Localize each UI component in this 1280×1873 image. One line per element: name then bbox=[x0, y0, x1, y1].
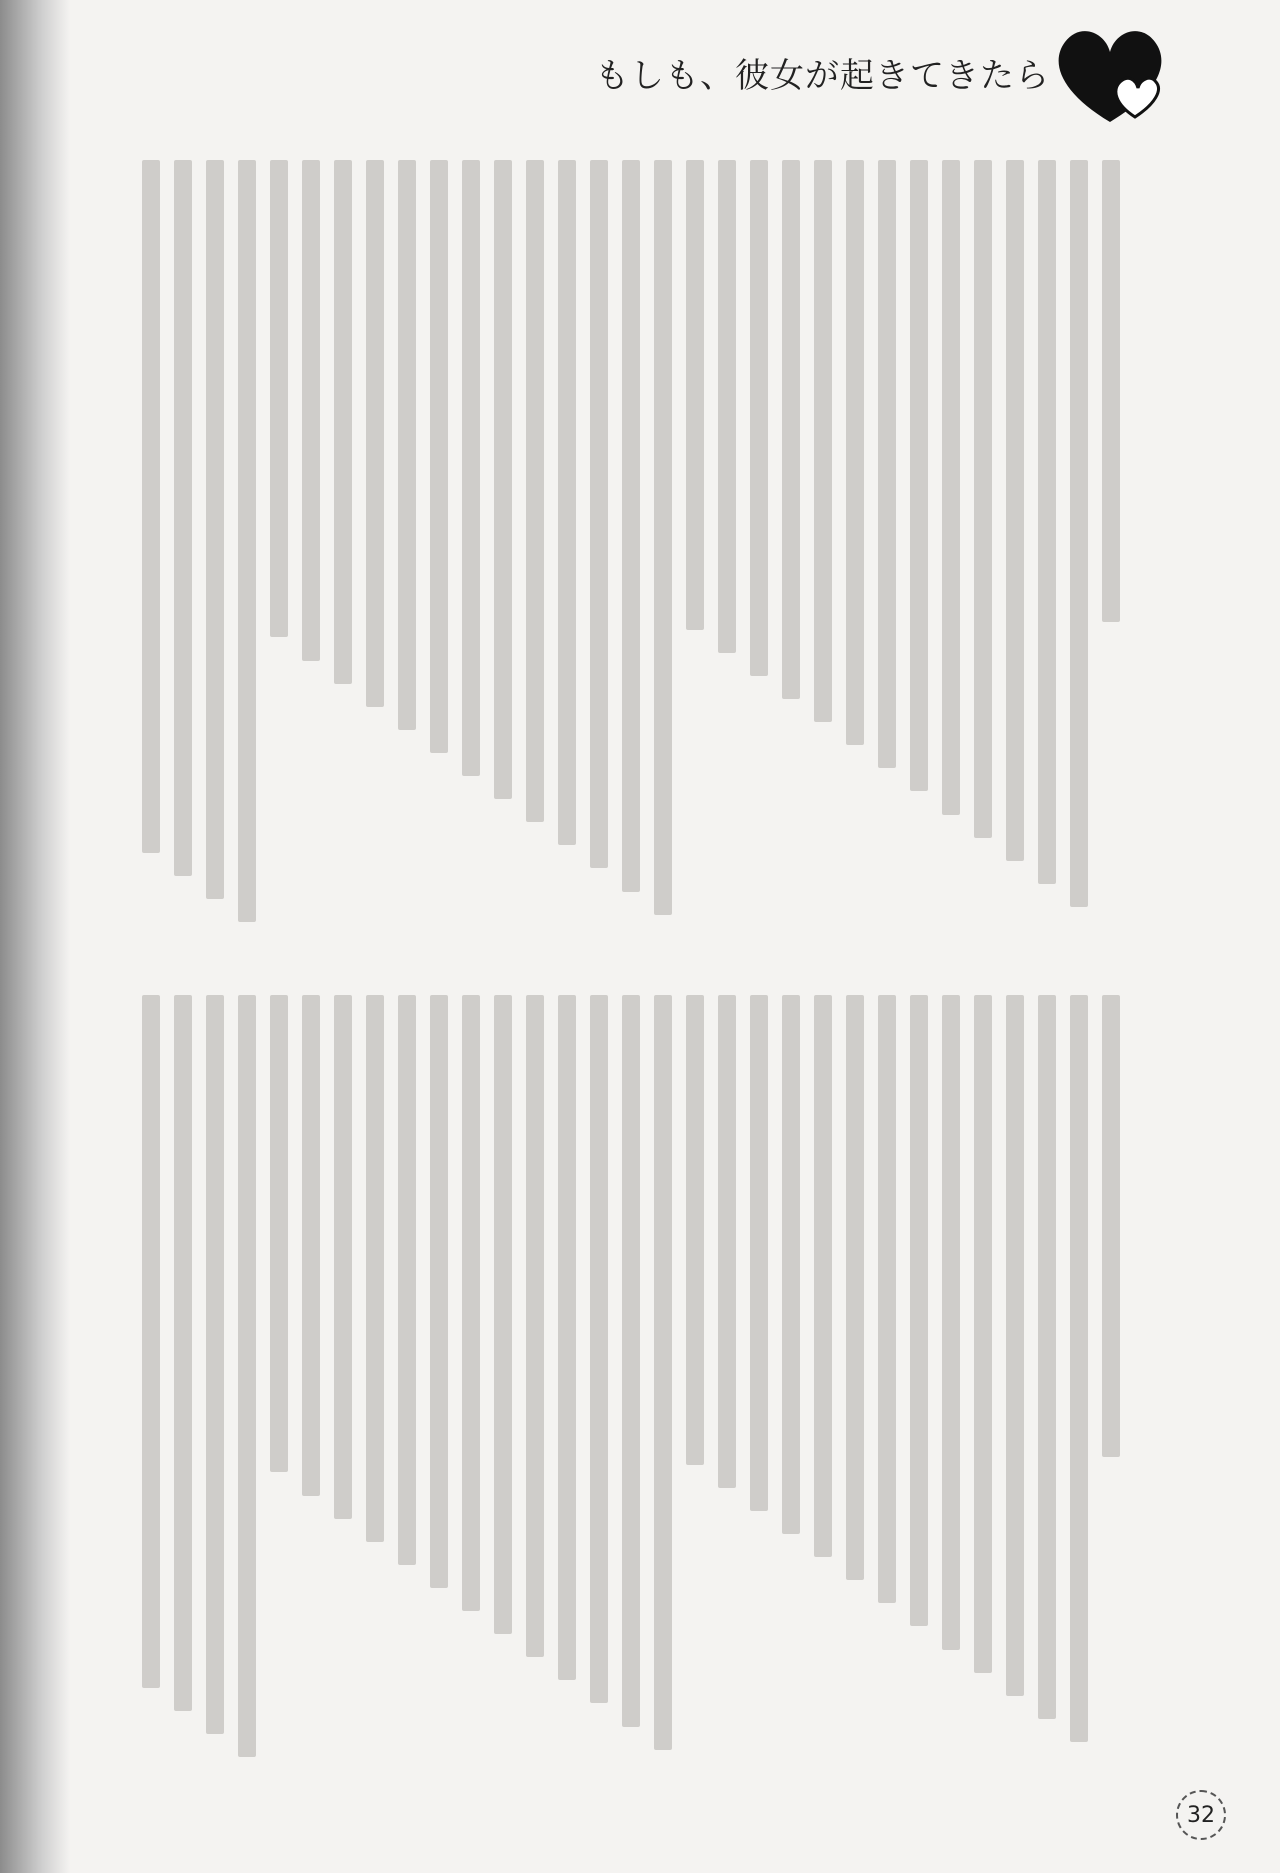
redacted-text-column bbox=[846, 995, 864, 1580]
redacted-text-column bbox=[1006, 160, 1024, 861]
redacted-text-column bbox=[526, 995, 544, 1657]
redacted-text-column bbox=[462, 995, 480, 1611]
redacted-text-column bbox=[1006, 995, 1024, 1696]
redacted-text-column bbox=[590, 160, 608, 868]
redacted-text-column bbox=[750, 160, 768, 676]
redacted-text-column bbox=[366, 995, 384, 1542]
page-title: もしも、彼女が起きてきたら bbox=[595, 56, 1050, 96]
redacted-text-column bbox=[174, 160, 192, 876]
redacted-text-column bbox=[1070, 160, 1088, 907]
redacted-text-column bbox=[878, 995, 896, 1603]
redacted-text-column bbox=[366, 160, 384, 707]
redacted-text-column bbox=[974, 160, 992, 838]
redacted-text-column bbox=[270, 995, 288, 1472]
body-text-top-redacted bbox=[142, 160, 1120, 930]
redacted-text-column bbox=[462, 160, 480, 776]
redacted-text-column bbox=[558, 160, 576, 845]
redacted-text-column bbox=[782, 995, 800, 1534]
redacted-text-column bbox=[558, 995, 576, 1680]
redacted-text-column bbox=[1102, 995, 1120, 1457]
redacted-text-column bbox=[846, 160, 864, 745]
binding-shadow bbox=[0, 0, 70, 1873]
redacted-text-column bbox=[206, 160, 224, 899]
redacted-text-column bbox=[782, 160, 800, 699]
redacted-text-column bbox=[430, 160, 448, 753]
redacted-text-column bbox=[654, 995, 672, 1750]
redacted-text-column bbox=[526, 160, 544, 822]
redacted-text-column bbox=[430, 995, 448, 1588]
redacted-text-column bbox=[398, 160, 416, 730]
redacted-text-column bbox=[814, 995, 832, 1557]
redacted-text-column bbox=[270, 160, 288, 637]
redacted-text-column bbox=[174, 995, 192, 1711]
redacted-text-column bbox=[142, 995, 160, 1688]
redacted-text-column bbox=[622, 995, 640, 1727]
redacted-text-column bbox=[974, 995, 992, 1673]
redacted-text-column bbox=[1038, 160, 1056, 884]
redacted-text-column bbox=[494, 160, 512, 799]
redacted-text-column bbox=[750, 995, 768, 1511]
redacted-text-column bbox=[206, 995, 224, 1734]
redacted-text-column bbox=[654, 160, 672, 915]
redacted-text-column bbox=[302, 160, 320, 661]
redacted-text-column bbox=[494, 995, 512, 1634]
redacted-text-column bbox=[878, 160, 896, 768]
redacted-text-column bbox=[814, 160, 832, 722]
redacted-text-column bbox=[910, 995, 928, 1626]
redacted-text-column bbox=[942, 995, 960, 1650]
redacted-text-column bbox=[942, 160, 960, 815]
redacted-text-column bbox=[686, 995, 704, 1465]
redacted-text-column bbox=[334, 995, 352, 1519]
redacted-text-column bbox=[142, 160, 160, 853]
redacted-text-column bbox=[590, 995, 608, 1703]
redacted-text-column bbox=[718, 995, 736, 1488]
redacted-text-column bbox=[910, 160, 928, 791]
heart-icon bbox=[1050, 22, 1180, 132]
redacted-text-column bbox=[398, 995, 416, 1565]
redacted-text-column bbox=[238, 160, 256, 922]
redacted-text-column bbox=[1070, 995, 1088, 1742]
redacted-text-column bbox=[622, 160, 640, 892]
redacted-text-column bbox=[238, 995, 256, 1757]
redacted-text-column bbox=[1102, 160, 1120, 622]
redacted-text-column bbox=[686, 160, 704, 630]
page-number: 32 bbox=[1176, 1790, 1226, 1840]
redacted-text-column bbox=[334, 160, 352, 684]
redacted-text-column bbox=[718, 160, 736, 653]
redacted-text-column bbox=[1038, 995, 1056, 1719]
redacted-text-column bbox=[302, 995, 320, 1496]
body-text-bottom-redacted bbox=[142, 995, 1120, 1765]
